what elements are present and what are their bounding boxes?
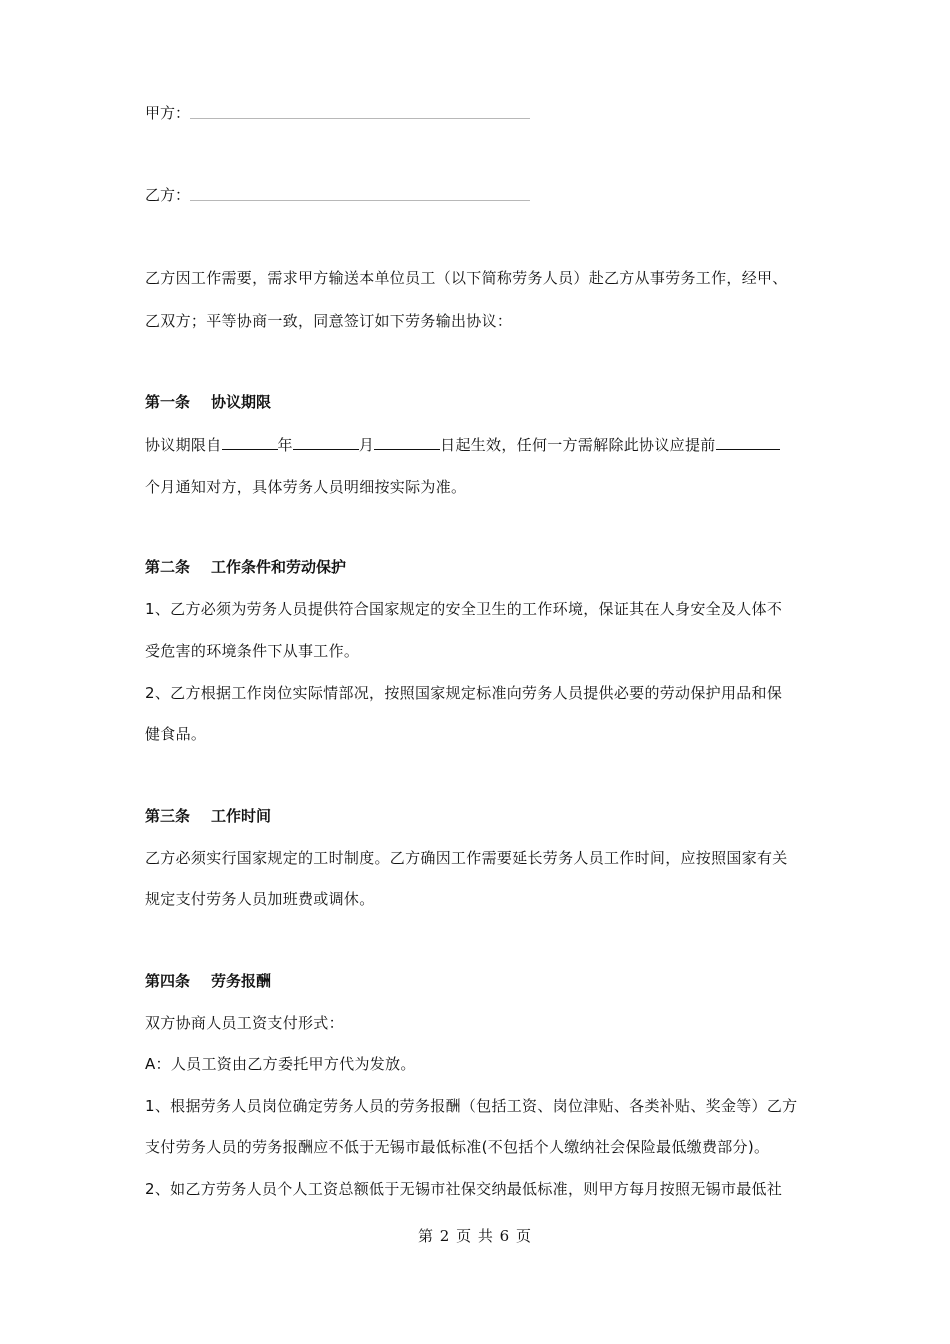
notice-months-blank: [716, 434, 780, 450]
paragraph-line: 受危害的环境条件下从事工作。: [145, 642, 360, 660]
day-blank: [374, 434, 440, 450]
month-blank: [293, 434, 359, 450]
party-a-label: 甲方：: [145, 104, 191, 122]
intro-line: 乙方因工作需要，需求甲方输送本单位员工（以下简称劳务人员）赴乙方从事劳务工作，经甲、: [145, 269, 788, 287]
section-title: 劳务报酬: [211, 972, 272, 990]
paragraph-line: 支付劳务人员的劳务报酬应不低于无锡市最低标准(不包括个人缴纳社会保险最低缴费部分)。: [145, 1138, 770, 1156]
term-line: [145, 434, 810, 455]
term-text: 日起生效，任何一方需解除此协议应提前: [440, 436, 716, 454]
section-number: 第一条: [145, 393, 191, 411]
paragraph-line: 2、乙方根据工作岗位实际情部况，按照国家规定标准向劳务人员提供必要的劳动保护用品和保: [145, 684, 783, 702]
page-number-footer: 第 2 页 共 6 页: [418, 1227, 532, 1245]
party-b-fill-line: [190, 200, 530, 201]
section-number: 第二条: [145, 558, 191, 576]
section-number: 第三条: [145, 807, 191, 825]
section-heading: [145, 557, 346, 577]
year-blank: [222, 434, 278, 450]
term-text: 年: [277, 436, 293, 454]
section-heading: [145, 971, 271, 991]
section-title: 工作条件和劳动保护: [211, 558, 347, 576]
term-line: 个月通知对方，具体劳务人员明细按实际为准。: [145, 478, 467, 496]
term-text: 协议期限自: [145, 436, 222, 454]
paragraph-line: 健食品。: [145, 725, 207, 743]
party-a-fill-line: [190, 118, 530, 119]
term-text: 月: [358, 436, 375, 454]
intro-line: 乙双方；平等协商一致，同意签订如下劳务输出协议：: [145, 312, 513, 330]
section-title: 协议期限: [211, 393, 272, 411]
section-heading: [145, 806, 271, 826]
paragraph-line: 1、乙方必须为劳务人员提供符合国家规定的安全卫生的工作环境，保证其在人身安全及人体不: [145, 600, 783, 618]
paragraph-line: 双方协商人员工资支付形式：: [145, 1014, 344, 1032]
paragraph-line: 规定支付劳务人员加班费或调休。: [145, 890, 375, 908]
paragraph-line: 1、根据劳务人员岗位确定劳务人员的劳务报酬（包括工资、岗位津贴、各类补贴、奖金等）乙方: [145, 1097, 798, 1115]
section-title: 工作时间: [211, 807, 272, 825]
party-b-label: 乙方：: [145, 186, 191, 204]
paragraph-line: 2、如乙方劳务人员个人工资总额低于无锡市社保交纳最低标准，则甲方每月按照无锡市最低社: [145, 1180, 783, 1198]
section-heading: [145, 392, 271, 412]
paragraph-line: A：人员工资由乙方委托甲方代为发放。: [145, 1055, 416, 1073]
section-number: 第四条: [145, 972, 191, 990]
paragraph-line: 乙方必须实行国家规定的工时制度。乙方确因工作需要延长劳务人员工作时间，应按照国家有关: [145, 849, 788, 867]
